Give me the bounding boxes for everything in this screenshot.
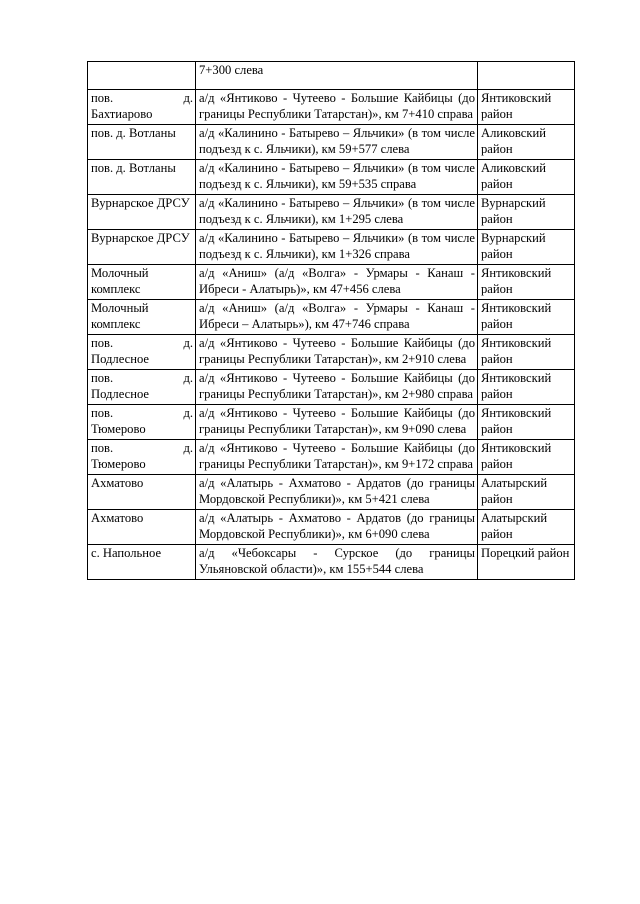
table-row [88, 90, 575, 125]
table-row [88, 265, 575, 300]
stop-name-cell: Ахматово [88, 510, 196, 545]
district-cell: Аликовский район [478, 160, 575, 195]
stop-name-cell: пов. д. Вотланы [88, 160, 196, 195]
table-row [88, 510, 575, 545]
table-row [88, 300, 575, 335]
stop-name-cell: пов. д. Подлесное [88, 370, 196, 405]
table-row [88, 335, 575, 370]
table-row [88, 440, 575, 475]
stop-name-cell: Молочный комплекс [88, 300, 196, 335]
table-row [88, 405, 575, 440]
stop-name-cell: пов. д. Бахтиарово [88, 90, 196, 125]
road-cell: а/д «Янтиково - Чутеево - Большие Кайбицы (до границы Республики Татарстан)», км 9+172 справа [196, 440, 478, 475]
district-cell: Янтиковский район [478, 405, 575, 440]
road-cell: а/д «Янтиково - Чутеево - Большие Кайбицы (до границы Республики Татарстан)», км 7+410 справа [196, 90, 478, 125]
road-cell: а/д «Калинино - Батырево – Яльчики» (в том числе подъезд к с. Яльчики), км 1+295 слева [196, 195, 478, 230]
district-cell: Янтиковский район [478, 300, 575, 335]
table-row [88, 370, 575, 405]
table-row [88, 62, 575, 90]
stop-name-cell: Ахматово [88, 475, 196, 510]
stop-name-cell: пов. д. Вотланы [88, 125, 196, 160]
stops-table [87, 61, 575, 580]
road-cell: а/д «Калинино - Батырево – Яльчики» (в том числе подъезд к с. Яльчики), км 59+577 слева [196, 125, 478, 160]
road-cell: а/д «Калинино - Батырево – Яльчики» (в том числе подъезд к с. Яльчики), км 1+326 справа [196, 230, 478, 265]
stop-name-cell: пов. д. Подлесное [88, 335, 196, 370]
road-cell: а/д «Янтиково - Чутеево - Большие Кайбицы (до границы Республики Татарстан)», км 9+090 слева [196, 405, 478, 440]
district-cell: Янтиковский район [478, 90, 575, 125]
road-cell: а/д «Алатырь - Ахматово - Ардатов (до границы Мордовской Республики)», км 6+090 слева [196, 510, 478, 545]
road-cell: а/д «Янтиково - Чутеево - Большие Кайбицы (до границы Республики Татарстан)», км 2+980 справа [196, 370, 478, 405]
stop-name-cell [88, 62, 196, 90]
stop-name-cell: Молочный комплекс [88, 265, 196, 300]
table-row [88, 475, 575, 510]
road-cell: а/д «Чебоксары - Сурское (до границы Ульяновской области)», км 155+544 слева [196, 545, 478, 580]
road-cell: а/д «Алатырь - Ахматово - Ардатов (до границы Мордовской Республики)», км 5+421 слева [196, 475, 478, 510]
district-cell: Вурнарский район [478, 230, 575, 265]
stop-name-cell: пов. д. Тюмерово [88, 405, 196, 440]
table-row [88, 160, 575, 195]
table-row [88, 195, 575, 230]
district-cell: Вурнарский район [478, 195, 575, 230]
district-cell: Порецкий район [478, 545, 575, 580]
road-cell: а/д «Янтиково - Чутеево - Большие Кайбицы (до границы Республики Татарстан)», км 2+910 слева [196, 335, 478, 370]
district-cell: Алатырский район [478, 510, 575, 545]
road-cell: а/д «Калинино - Батырево – Яльчики» (в том числе подъезд к с. Яльчики), км 59+535 справа [196, 160, 478, 195]
district-cell: Аликовский район [478, 125, 575, 160]
stop-name-cell: Вурнарское ДРСУ [88, 195, 196, 230]
table-row [88, 230, 575, 265]
stop-name-cell: с. Напольное [88, 545, 196, 580]
district-cell [478, 62, 575, 90]
road-cell: 7+300 слева [196, 62, 478, 90]
district-cell: Янтиковский район [478, 440, 575, 475]
stop-name-cell: Вурнарское ДРСУ [88, 230, 196, 265]
district-cell: Янтиковский район [478, 265, 575, 300]
district-cell: Алатырский район [478, 475, 575, 510]
table-row [88, 125, 575, 160]
table-row [88, 545, 575, 580]
road-cell: а/д «Аниш» (а/д «Волга» - Урмары - Канаш - Ибреси - Алатырь)», км 47+456 слева [196, 265, 478, 300]
stop-name-cell: пов. д. Тюмерово [88, 440, 196, 475]
road-cell: а/д «Аниш» (а/д «Волга» - Урмары - Канаш - Ибреси – Алатырь»), км 47+746 справа [196, 300, 478, 335]
district-cell: Янтиковский район [478, 335, 575, 370]
district-cell: Янтиковский район [478, 370, 575, 405]
